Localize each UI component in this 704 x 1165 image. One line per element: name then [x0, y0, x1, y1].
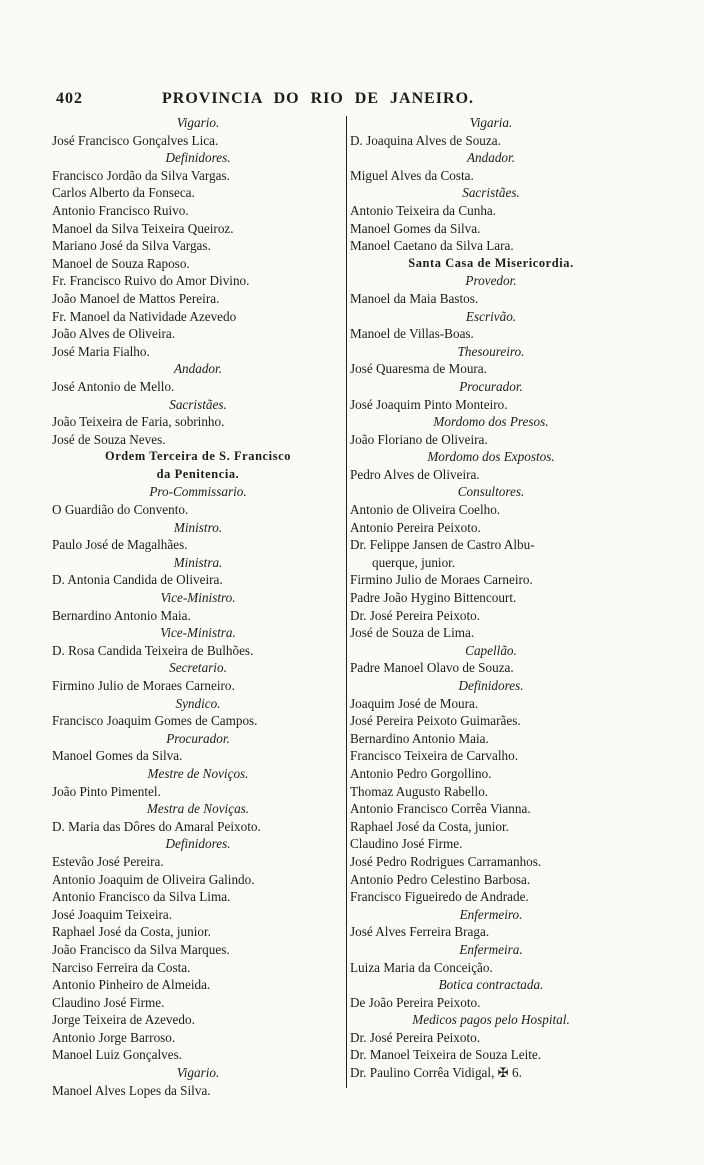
name-entry: Dr. Manoel Teixeira de Souza Leite.	[350, 1047, 542, 1063]
name-entry: José Alves Ferreira Braga.	[350, 924, 490, 940]
office-title: Definidores.	[165, 836, 231, 852]
office-title: Ministra.	[173, 554, 223, 570]
name-entry: Raphael José da Costa, junior.	[350, 818, 509, 834]
left-column	[52, 114, 344, 1099]
office-title: Vigario.	[176, 1065, 220, 1081]
office-title: Procurador.	[166, 730, 230, 746]
office-title: Procurador.	[459, 378, 523, 394]
office-title: Secretario.	[169, 660, 227, 676]
name-entry: José de Souza de Lima.	[350, 625, 475, 641]
name-entry: Fr. Francisco Ruivo do Amor Divino.	[52, 273, 250, 289]
office-title: Provedor.	[465, 273, 517, 289]
name-entry: João Teixeira de Faria, sobrinho.	[52, 414, 225, 430]
name-entry: Antonio Francisco Corrêa Vianna.	[350, 801, 531, 817]
section-heading: Santa Casa de Misericordia.	[408, 255, 574, 270]
section-heading: da Penitencia.	[156, 466, 240, 481]
office-title: Enfermeiro.	[459, 906, 523, 922]
name-entry: Firmino Julio de Moraes Carneiro.	[52, 678, 235, 693]
office-title: Mestre de Noviços.	[147, 765, 249, 781]
name-entry: O Guardião do Convento.	[52, 502, 189, 518]
name-entry: D. Antonia Candida de Oliveira.	[52, 572, 223, 588]
office-title: Vice-Ministra.	[160, 625, 236, 641]
section-heading: Ordem Terceira de S. Francisco	[104, 449, 292, 464]
office-title: Definidores.	[165, 150, 231, 166]
name-entry: José Pedro Rodrigues Carramanhos.	[350, 853, 542, 869]
name-entry: Antonio Francisco da Silva Lima.	[52, 889, 231, 905]
name-entry: Manoel da Maia Bastos.	[350, 290, 479, 306]
right-column	[350, 114, 632, 1082]
name-entry: Bernardino Antonio Maia.	[52, 607, 191, 623]
page-header	[56, 90, 632, 112]
name-entry: Luiza Maria da Conceição.	[350, 959, 493, 975]
name-entry: José Pereira Peixoto Guimarães.	[350, 713, 521, 729]
name-entry: Jorge Teixeira de Azevedo.	[52, 1012, 195, 1028]
office-title: Definidores.	[458, 678, 524, 693]
name-entry: Dr. Felippe Jansen de Castro Albu-	[350, 537, 535, 553]
name-entry: Joaquim José de Moura.	[350, 695, 479, 711]
name-entry: João Manoel de Mattos Pereira.	[52, 290, 220, 306]
name-entry: Antonio Joaquim de Oliveira Galindo.	[52, 871, 255, 887]
name-entry: Antonio Pinheiro de Almeida.	[52, 977, 211, 993]
name-entry: Thomaz Augusto Rabello.	[350, 783, 489, 799]
name-entry: Francisco Figueiredo de Andrade.	[350, 889, 529, 905]
page-title: PROVINCIA DO RIO DE JANEIRO.	[162, 90, 475, 107]
name-entry: D. Maria das Dôres do Amaral Peixoto.	[52, 818, 261, 834]
name-entry: Antonio Francisco Ruivo.	[52, 202, 189, 218]
name-entry: Manoel da Silva Teixeira Queiroz.	[52, 220, 234, 236]
name-entry: Manoel Gomes da Silva.	[52, 748, 183, 764]
name-entry: Francisco Teixeira de Carvalho.	[350, 748, 519, 764]
name-entry: Francisco Jordão da Silva Vargas.	[52, 167, 230, 183]
office-title: Pro-Commissario.	[149, 484, 247, 500]
name-entry: Manoel de Villas-Boas.	[350, 326, 474, 342]
office-title: Vigario.	[176, 115, 220, 130]
name-entry: Bernardino Antonio Maia.	[350, 730, 489, 746]
name-entry: Mariano José da Silva Vargas.	[52, 238, 211, 254]
name-entry: De João Pereira Peixoto.	[350, 994, 481, 1010]
name-entry: José Quaresma de Moura.	[350, 361, 487, 377]
office-title: Thesoureiro.	[457, 343, 525, 359]
name-entry: Dr. José Pereira Peixoto.	[350, 607, 481, 623]
office-title: Consultores.	[457, 484, 525, 500]
name-entry: João Pinto Pimentel.	[52, 783, 161, 799]
office-title: Medicos pagos pelo Hospital.	[412, 1012, 570, 1028]
name-entry: José Francisco Gonçalves Lica.	[52, 132, 219, 148]
name-entry: Dr. José Pereira Peixoto.	[350, 1029, 481, 1045]
name-entry: João Francisco da Silva Marques.	[52, 941, 230, 957]
name-entry: José Joaquim Pinto Monteiro.	[350, 396, 508, 412]
office-title: Escrivão.	[465, 308, 517, 324]
name-entry: Paulo José de Magalhães.	[52, 537, 188, 553]
name-entry: Padre Manoel Olavo de Souza.	[350, 660, 514, 676]
column-divider	[346, 116, 347, 1088]
name-entry: Manoel de Souza Raposo.	[52, 255, 190, 271]
name-entry: D. Rosa Candida Teixeira de Bulhões.	[52, 642, 254, 658]
office-title: Andador.	[467, 150, 515, 166]
name-entry: Antonio Pereira Peixoto.	[350, 519, 481, 535]
office-title: Mordomo dos Presos.	[433, 414, 549, 430]
name-entry: Manoel Luiz Gonçalves.	[52, 1047, 183, 1063]
name-entry: João Floriano de Oliveira.	[350, 431, 488, 447]
office-title: Ministro.	[173, 519, 223, 535]
office-title: Mordomo dos Expostos.	[427, 449, 555, 465]
office-title: Enfermeira.	[459, 941, 523, 957]
name-entry: Raphael José da Costa, junior.	[52, 924, 211, 940]
name-entry: Antonio Pedro Gorgollino.	[350, 765, 492, 781]
name-entry: João Alves de Oliveira.	[52, 326, 176, 342]
name-entry: Manoel Caetano da Silva Lara.	[350, 238, 514, 254]
name-entry: Pedro Alves de Oliveira.	[350, 466, 480, 482]
office-title: Capellão.	[465, 642, 517, 658]
name-entry: José Maria Fialho.	[52, 343, 150, 359]
name-entry: Narciso Ferreira da Costa.	[52, 959, 191, 975]
office-title: Botica contractada.	[438, 977, 544, 993]
name-entry: Claudino José Firme.	[52, 994, 165, 1010]
name-entry: Antonio de Oliveira Coelho.	[350, 502, 501, 518]
name-entry: Francisco Joaquim Gomes de Campos.	[52, 713, 258, 729]
office-title: Sacristães.	[462, 185, 520, 201]
name-entry: Claudino José Firme.	[350, 836, 463, 852]
name-entry: José Antonio de Mello.	[52, 378, 175, 394]
name-entry: José de Souza Neves.	[52, 431, 166, 447]
name-entry: Padre João Hygino Bittencourt.	[350, 590, 517, 606]
page-number: 402	[56, 90, 83, 107]
name-entry: Firmino Julio de Moraes Carneiro.	[350, 572, 533, 588]
name-entry: D. Joaquina Alves de Souza.	[350, 132, 501, 148]
name-entry: Estevão José Pereira.	[52, 853, 164, 869]
office-title: Vice-Ministro.	[160, 590, 236, 606]
name-entry: Carlos Alberto da Fonseca.	[52, 185, 195, 201]
name-entry: Antonio Teixeira da Cunha.	[350, 202, 497, 218]
name-entry: Miguel Alves da Costa.	[350, 167, 474, 183]
name-entry: Antonio Jorge Barroso.	[52, 1029, 176, 1045]
name-entry: Dr. Paulino Corrêa Vidigal, ✠ 6.	[350, 1065, 522, 1081]
office-title: Syndico.	[175, 695, 221, 711]
name-entry: José Joaquim Teixeira.	[52, 906, 173, 922]
name-entry: Manoel Gomes da Silva.	[350, 220, 481, 236]
office-title: Vigaria.	[469, 115, 513, 130]
name-entry: Antonio Pedro Celestino Barbosa.	[350, 871, 531, 887]
office-title: Mestra de Noviças.	[146, 801, 250, 817]
office-title: Sacristães.	[169, 396, 227, 412]
name-entry-continuation: querque, junior.	[372, 554, 456, 570]
office-title: Andador.	[174, 361, 222, 377]
name-entry: Fr. Manoel da Natividade Azevedo	[52, 308, 237, 324]
name-entry: Manoel Alves Lopes da Silva.	[52, 1082, 211, 1098]
